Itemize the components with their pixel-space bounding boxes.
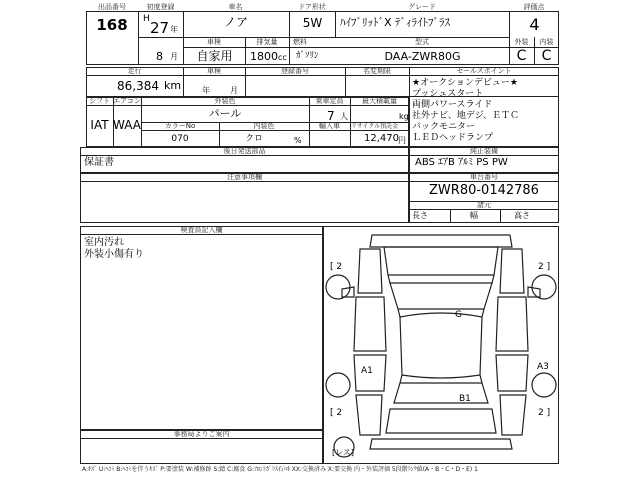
roof xyxy=(400,310,482,378)
displacement: 1800 xyxy=(250,50,278,63)
fuel: ｶﾞｿﾘﾝ xyxy=(296,51,319,61)
car-name: ノア xyxy=(223,15,248,29)
displacement-unit: cc xyxy=(278,53,287,62)
label-inspector: 検査員記入欄 xyxy=(180,226,223,234)
label-grade: グレード xyxy=(408,3,436,11)
label-shaken: 車検 xyxy=(207,38,221,46)
chassis-number: ZWR80-0142786 xyxy=(429,183,539,198)
label-recycle: リサイクル預託金 xyxy=(351,123,399,130)
standard-equipment: ABS ｴｱB ｱﾙﾐ PS PW xyxy=(415,157,508,168)
sales-point: プッシュスタート xyxy=(412,89,484,99)
sales-point: 社外ナビ、地デジ、ＥＴＣ xyxy=(412,111,520,121)
sales-point: 両側パワースライド xyxy=(412,100,493,110)
shaken-month-unit: 月 xyxy=(230,86,238,95)
recycle-unit: 円 xyxy=(398,136,406,145)
exterior-score: C xyxy=(516,48,527,64)
inspector-note: 外装小傷有り xyxy=(84,249,144,260)
dim-length: 長さ xyxy=(412,211,428,220)
label-fuel: 燃料 xyxy=(293,38,307,46)
interior-color: クロ xyxy=(244,134,263,144)
right-fender-rear xyxy=(500,395,526,435)
damage-label-a3: A3 xyxy=(537,362,549,372)
tire-mark-front-right: 2 ] xyxy=(538,262,551,272)
sales-point: バックモニター xyxy=(412,122,476,132)
mileage-unit: km xyxy=(164,79,182,92)
dim-height: 高さ xyxy=(514,211,530,220)
label-score: 評価点 xyxy=(523,3,545,11)
interior-score: C xyxy=(541,48,552,64)
percent-unit: % xyxy=(294,136,302,145)
year-unit: 年 xyxy=(170,25,178,34)
sales-point: ＬＥＤヘッドランプ xyxy=(412,133,494,143)
label-import: 輸入車 xyxy=(319,122,340,130)
label-lot-no: 出品番号 xyxy=(98,3,126,11)
mileage: 86,384 xyxy=(117,79,159,93)
left-fender-front xyxy=(358,249,382,293)
left-door-front xyxy=(354,297,386,351)
label-door-shape: ドア形状 xyxy=(298,3,326,11)
recycle: 12,470 xyxy=(364,133,399,144)
label-shaken-2: 車検 xyxy=(207,67,221,75)
month-unit: 月 xyxy=(170,52,178,61)
label-notes: 注意事項欄 xyxy=(227,173,262,181)
dim-width: 幅 xyxy=(470,211,478,220)
label-standard-equipment: 純正装備 xyxy=(470,147,498,155)
sales-point: ★オークションデビュー★ xyxy=(412,78,518,88)
label-exterior-score: 外装 xyxy=(514,38,529,46)
door-shape: 5W xyxy=(302,16,323,30)
hood xyxy=(384,247,498,275)
sales-points-list xyxy=(412,78,558,144)
label-chassis-no: 車台番号 xyxy=(470,173,498,181)
right-door-rear xyxy=(496,355,528,391)
aftermarket-parts: 保証書 xyxy=(84,157,114,168)
lot-number: 168 xyxy=(96,16,128,34)
rear-gate xyxy=(386,409,496,433)
windshield xyxy=(390,283,492,309)
body-color: パール xyxy=(208,107,242,120)
label-color-no: カラーNo xyxy=(164,122,196,130)
max-load-unit: kg xyxy=(399,112,409,121)
label-interior-color: 内装色 xyxy=(253,122,275,130)
capacity: 7 xyxy=(327,109,335,123)
score: 4 xyxy=(529,15,540,34)
legend: A:ｷｽﾞ U:ﾍｺﾐ B:ﾍｺﾐを伴うｷｽﾞ P:要塗装 W:補修跡 S:錆 C:腐食 G:ﾌﾛﾝﾄｶﾞﾗｽ石ﾊﾈ XX:交換済み X:要交換 内・外装評価 5段階ﾗﾝｸ値(A・B・C・D・E) 1 xyxy=(82,466,478,473)
label-recall: 名変期限 xyxy=(363,67,391,75)
wheel-rear-right xyxy=(532,373,556,397)
inspector-note: 室内汚れ xyxy=(84,237,124,248)
tire-mark-rear-left: [ 2 xyxy=(330,408,343,418)
label-office: 事務局よりご案内 xyxy=(173,430,230,438)
model-type: DAA-ZWR80G xyxy=(384,50,461,63)
first-reg-year: 27 xyxy=(150,19,170,37)
first-reg-month: 8 xyxy=(156,50,163,63)
label-displacement: 排気量 xyxy=(256,38,278,46)
label-aircon: エアコン xyxy=(113,97,141,105)
front-bumper xyxy=(370,235,512,247)
label-capacity: 乗車定員 xyxy=(315,97,344,105)
car-diagram xyxy=(324,227,558,463)
left-mirror xyxy=(342,287,354,297)
damage-label-b1: B1 xyxy=(459,394,471,404)
rear-window xyxy=(394,383,488,403)
wheel-front-left xyxy=(326,275,350,299)
aircon: WAA xyxy=(113,118,141,132)
right-door-front xyxy=(496,297,528,351)
tire-mark-rear-right: 2 ] xyxy=(538,408,551,418)
right-mirror xyxy=(528,287,540,297)
wheel-front-right xyxy=(532,275,556,299)
color-no: 070 xyxy=(171,134,189,144)
label-first-reg: 初度登録 xyxy=(146,3,175,11)
right-fender-front xyxy=(500,249,524,293)
label-interior-score: 内装 xyxy=(539,38,554,46)
wheel-rear-left xyxy=(326,373,350,397)
shift: IAT xyxy=(90,118,109,132)
rear-bumper xyxy=(370,439,512,449)
damage-label-a1: A1 xyxy=(361,366,373,376)
left-fender-rear xyxy=(356,395,382,435)
capacity-unit: 人 xyxy=(340,112,348,121)
label-model-type: 型式 xyxy=(415,38,429,46)
inspector-notes xyxy=(84,237,144,261)
label-reg-no: 登録番号 xyxy=(281,67,309,75)
era-mark: H xyxy=(143,14,150,24)
shaken-year-unit: 年 xyxy=(202,86,210,95)
label-car-name: 車名 xyxy=(228,3,243,11)
label-sales-points: セールスポイント xyxy=(456,67,512,75)
damage-label-g: G xyxy=(455,310,462,320)
label-max-load: 最大積載量 xyxy=(362,97,397,105)
label-aftermarket: 後日発送部品 xyxy=(223,147,266,155)
label-shift: シフト xyxy=(89,97,110,105)
tire-mark-front-left: [ 2 xyxy=(330,262,343,272)
label-mileage: 走行 xyxy=(127,67,142,75)
grade: ﾊｲﾌﾞﾘｯﾄﾞX ﾃﾞｨﾗｲﾄﾌﾟﾗｽ xyxy=(340,16,451,29)
label-dimensions: 諸元 xyxy=(477,201,491,209)
label-body-color: 外装色 xyxy=(214,97,236,105)
usage: 自家用 xyxy=(196,49,233,63)
spare-label: [レス] xyxy=(332,448,355,457)
